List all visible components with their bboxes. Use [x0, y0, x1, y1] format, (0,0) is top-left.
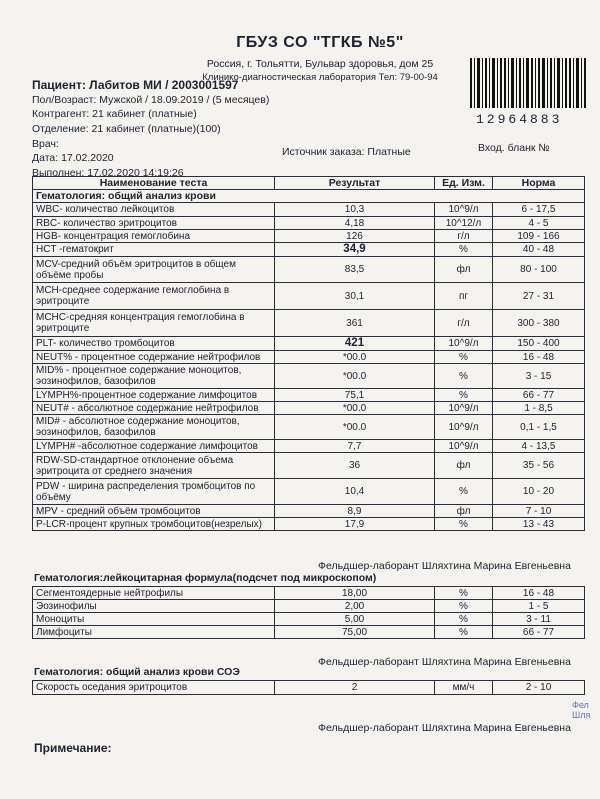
test-norm: 2 - 10 — [493, 681, 585, 695]
test-norm: 16 - 48 — [493, 587, 585, 600]
barcode-image — [468, 58, 588, 116]
test-norm: 300 - 380 — [493, 310, 585, 337]
section-title-esr: Гематология: общий анализ крови СОЭ — [34, 666, 240, 678]
test-norm: 40 - 48 — [493, 243, 585, 257]
table-row — [33, 351, 585, 364]
test-unit: % — [435, 626, 493, 639]
organization-name: ГБУЗ СО "ТГКБ №5" — [236, 34, 404, 51]
table-row — [33, 587, 585, 600]
signature-2: Фельдшер-лаборант Шляхтина Марина Евгеньевна — [318, 656, 571, 668]
test-unit: % — [435, 518, 493, 531]
table-row — [33, 243, 585, 257]
table-row — [33, 681, 585, 695]
test-norm: 3 - 15 — [493, 364, 585, 389]
test-unit: г/л — [435, 230, 493, 243]
table-row — [33, 310, 585, 337]
test-name: Лимфоциты — [33, 626, 275, 639]
test-result: 83,5 — [275, 257, 435, 283]
test-result: *00.0 — [275, 415, 435, 440]
test-result: 34,9 — [275, 243, 435, 257]
test-result: 75,00 — [275, 626, 435, 639]
test-result: 18,00 — [275, 587, 435, 600]
test-name: MPV - средний объём тромбоцитов — [33, 505, 275, 518]
test-result: 30,1 — [275, 283, 435, 310]
test-unit: г/л — [435, 310, 493, 337]
test-result: 126 — [275, 230, 435, 243]
test-norm: 0,1 - 1,5 — [493, 415, 585, 440]
esr-table — [32, 680, 585, 695]
test-norm: 66 - 77 — [493, 389, 585, 402]
test-name: RDW-SD-стандартное отклонение объема эритроцита от среднего значения — [33, 453, 275, 479]
test-norm: 16 - 48 — [493, 351, 585, 364]
test-unit: % — [435, 613, 493, 626]
organization-address: Россия, г. Тольятти, Бульвар здоровья, дом 25 — [206, 58, 434, 70]
completion-time: Выполнен: 17.02.2020 14:19:26 — [32, 167, 184, 179]
table-row — [33, 203, 585, 217]
formula-table — [32, 586, 585, 639]
table-row — [33, 453, 585, 479]
test-norm: 10 - 20 — [493, 479, 585, 505]
test-name: HCT -гематокрит — [33, 243, 275, 257]
column-header-norm: Норма — [493, 177, 585, 190]
test-unit: % — [435, 587, 493, 600]
test-norm: 150 - 400 — [493, 337, 585, 351]
test-result: *00.0 — [275, 402, 435, 415]
test-unit: % — [435, 351, 493, 364]
test-norm: 7 - 10 — [493, 505, 585, 518]
table-row — [33, 600, 585, 613]
laboratory-contact: Клинико-диагностическая лаборатория Тел: 79-00-94 — [202, 72, 438, 83]
test-result: 361 — [275, 310, 435, 337]
section-title-formula: Гематология:лейкоцитарная формула(подсчет под микроскопом) — [34, 572, 377, 584]
test-norm: 109 - 166 — [493, 230, 585, 243]
section-row — [33, 190, 585, 203]
table-row — [33, 626, 585, 639]
test-norm: 6 - 17,5 — [493, 203, 585, 217]
section-title: Гематология: общий анализ крови — [33, 190, 585, 203]
test-unit: мм/ч — [435, 681, 493, 695]
test-result: 2,00 — [275, 600, 435, 613]
test-norm: 3 - 11 — [493, 613, 585, 626]
signature-3: Фельдшер-лаборант Шляхтина Марина Евгеньевна — [318, 722, 571, 734]
test-name: P-LCR-процент крупных тромбоцитов(незрелых) — [33, 518, 275, 531]
test-name: Скорость оседания эритроцитов — [33, 681, 275, 695]
table-row — [33, 364, 585, 389]
results-table — [32, 176, 585, 531]
test-unit: % — [435, 479, 493, 505]
table-row — [33, 230, 585, 243]
blank-number: Вход. бланк № — [478, 142, 550, 154]
order-source: Источник заказа: Платные — [282, 146, 411, 158]
report-header — [170, 34, 470, 83]
test-name: MID# - абсолютное содержание моноцитов, эозинофилов, базофилов — [33, 415, 275, 440]
test-name: WBC- количество лейкоцитов — [33, 203, 275, 217]
signature-1: Фельдшер-лаборант Шляхтина Марина Евгеньевна — [318, 560, 571, 572]
test-name: RBC- количество эритроцитов — [33, 217, 275, 230]
test-result: 10,4 — [275, 479, 435, 505]
table-row — [33, 440, 585, 453]
table-row — [33, 613, 585, 626]
column-header-name: Наименование теста — [33, 177, 275, 190]
test-unit: 10^9/л — [435, 337, 493, 351]
test-result: 4,18 — [275, 217, 435, 230]
column-header-result: Результат — [275, 177, 435, 190]
order-date: Дата: 17.02.2020 — [32, 152, 114, 164]
test-unit: % — [435, 389, 493, 402]
stamp-fragment: Фел Шля — [572, 700, 591, 720]
barcode-number: 12964883 — [476, 112, 563, 127]
test-result: 421 — [275, 337, 435, 351]
test-result: 7,7 — [275, 440, 435, 453]
test-unit: % — [435, 243, 493, 257]
test-norm: 13 - 43 — [493, 518, 585, 531]
table-row — [33, 389, 585, 402]
test-norm: 66 - 77 — [493, 626, 585, 639]
table-row — [33, 402, 585, 415]
doctor: Врач: — [32, 138, 59, 150]
note-label: Примечание: — [34, 741, 112, 755]
test-result: 10,3 — [275, 203, 435, 217]
test-norm: 27 - 31 — [493, 283, 585, 310]
test-unit: 10^9/л — [435, 415, 493, 440]
test-norm: 80 - 100 — [493, 257, 585, 283]
test-name: LYMPH# -абсолютное содержание лимфоцитов — [33, 440, 275, 453]
test-name: Эозинофилы — [33, 600, 275, 613]
table-header-row — [33, 177, 585, 190]
test-unit: 10^9/л — [435, 203, 493, 217]
test-norm: 4 - 13,5 — [493, 440, 585, 453]
table-row — [33, 283, 585, 310]
test-name: MID% - процентное содержание моноцитов, эозинофилов, базофилов — [33, 364, 275, 389]
test-result: 75,1 — [275, 389, 435, 402]
test-unit: 10^9/л — [435, 440, 493, 453]
table-row — [33, 257, 585, 283]
test-unit: пг — [435, 283, 493, 310]
department: Отделение: 21 кабинет (платные)(100) — [32, 123, 221, 135]
test-result: *00.0 — [275, 351, 435, 364]
table-row — [33, 518, 585, 531]
test-result: 8,9 — [275, 505, 435, 518]
test-name: PLT- количество тромбоцитов — [33, 337, 275, 351]
test-name: Сегментоядерные нейтрофилы — [33, 587, 275, 600]
test-result: 36 — [275, 453, 435, 479]
test-name: MCH-среднее содержание гемоглобина в эритроците — [33, 283, 275, 310]
test-norm: 35 - 56 — [493, 453, 585, 479]
table-row — [33, 479, 585, 505]
test-norm: 4 - 5 — [493, 217, 585, 230]
table-row — [33, 337, 585, 351]
test-name: LYMPH%-процентное содержание лимфоцитов — [33, 389, 275, 402]
table-row — [33, 415, 585, 440]
test-name: MCV-средний объём эритроцитов в общем объёме пробы — [33, 257, 275, 283]
test-unit: фл — [435, 453, 493, 479]
test-unit: % — [435, 364, 493, 389]
test-result: 5,00 — [275, 613, 435, 626]
test-norm: 1 - 5 — [493, 600, 585, 613]
test-name: PDW - ширина распределения тромбоцитов по объёму — [33, 479, 275, 505]
test-result: 17,9 — [275, 518, 435, 531]
table-row — [33, 505, 585, 518]
test-name: HGB- концентрация гемоглобина — [33, 230, 275, 243]
contragent: Контрагент: 21 кабинет (платные) — [32, 108, 197, 120]
test-norm: 1 - 8,5 — [493, 402, 585, 415]
test-result: *00.0 — [275, 364, 435, 389]
table-row — [33, 217, 585, 230]
test-unit: фл — [435, 257, 493, 283]
test-name: Моноциты — [33, 613, 275, 626]
test-unit: фл — [435, 505, 493, 518]
patient-sex-age: Пол/Возраст: Мужской / 18.09.2019 / (5 месяцев) — [32, 94, 270, 106]
test-unit: 10^9/л — [435, 402, 493, 415]
test-result: 2 — [275, 681, 435, 695]
patient-name: Пациент: Лабитов МИ / 2003001597 — [32, 78, 239, 92]
test-name: NEUT% - процентное содержание нейтрофилов — [33, 351, 275, 364]
test-unit: 10^12/л — [435, 217, 493, 230]
test-name: NEUT# - абсолютное содержание нейтрофилов — [33, 402, 275, 415]
test-name: MCHC-средняя концентрация гемоглобина в эритроците — [33, 310, 275, 337]
column-header-unit: Ед. Изм. — [435, 177, 493, 190]
test-unit: % — [435, 600, 493, 613]
